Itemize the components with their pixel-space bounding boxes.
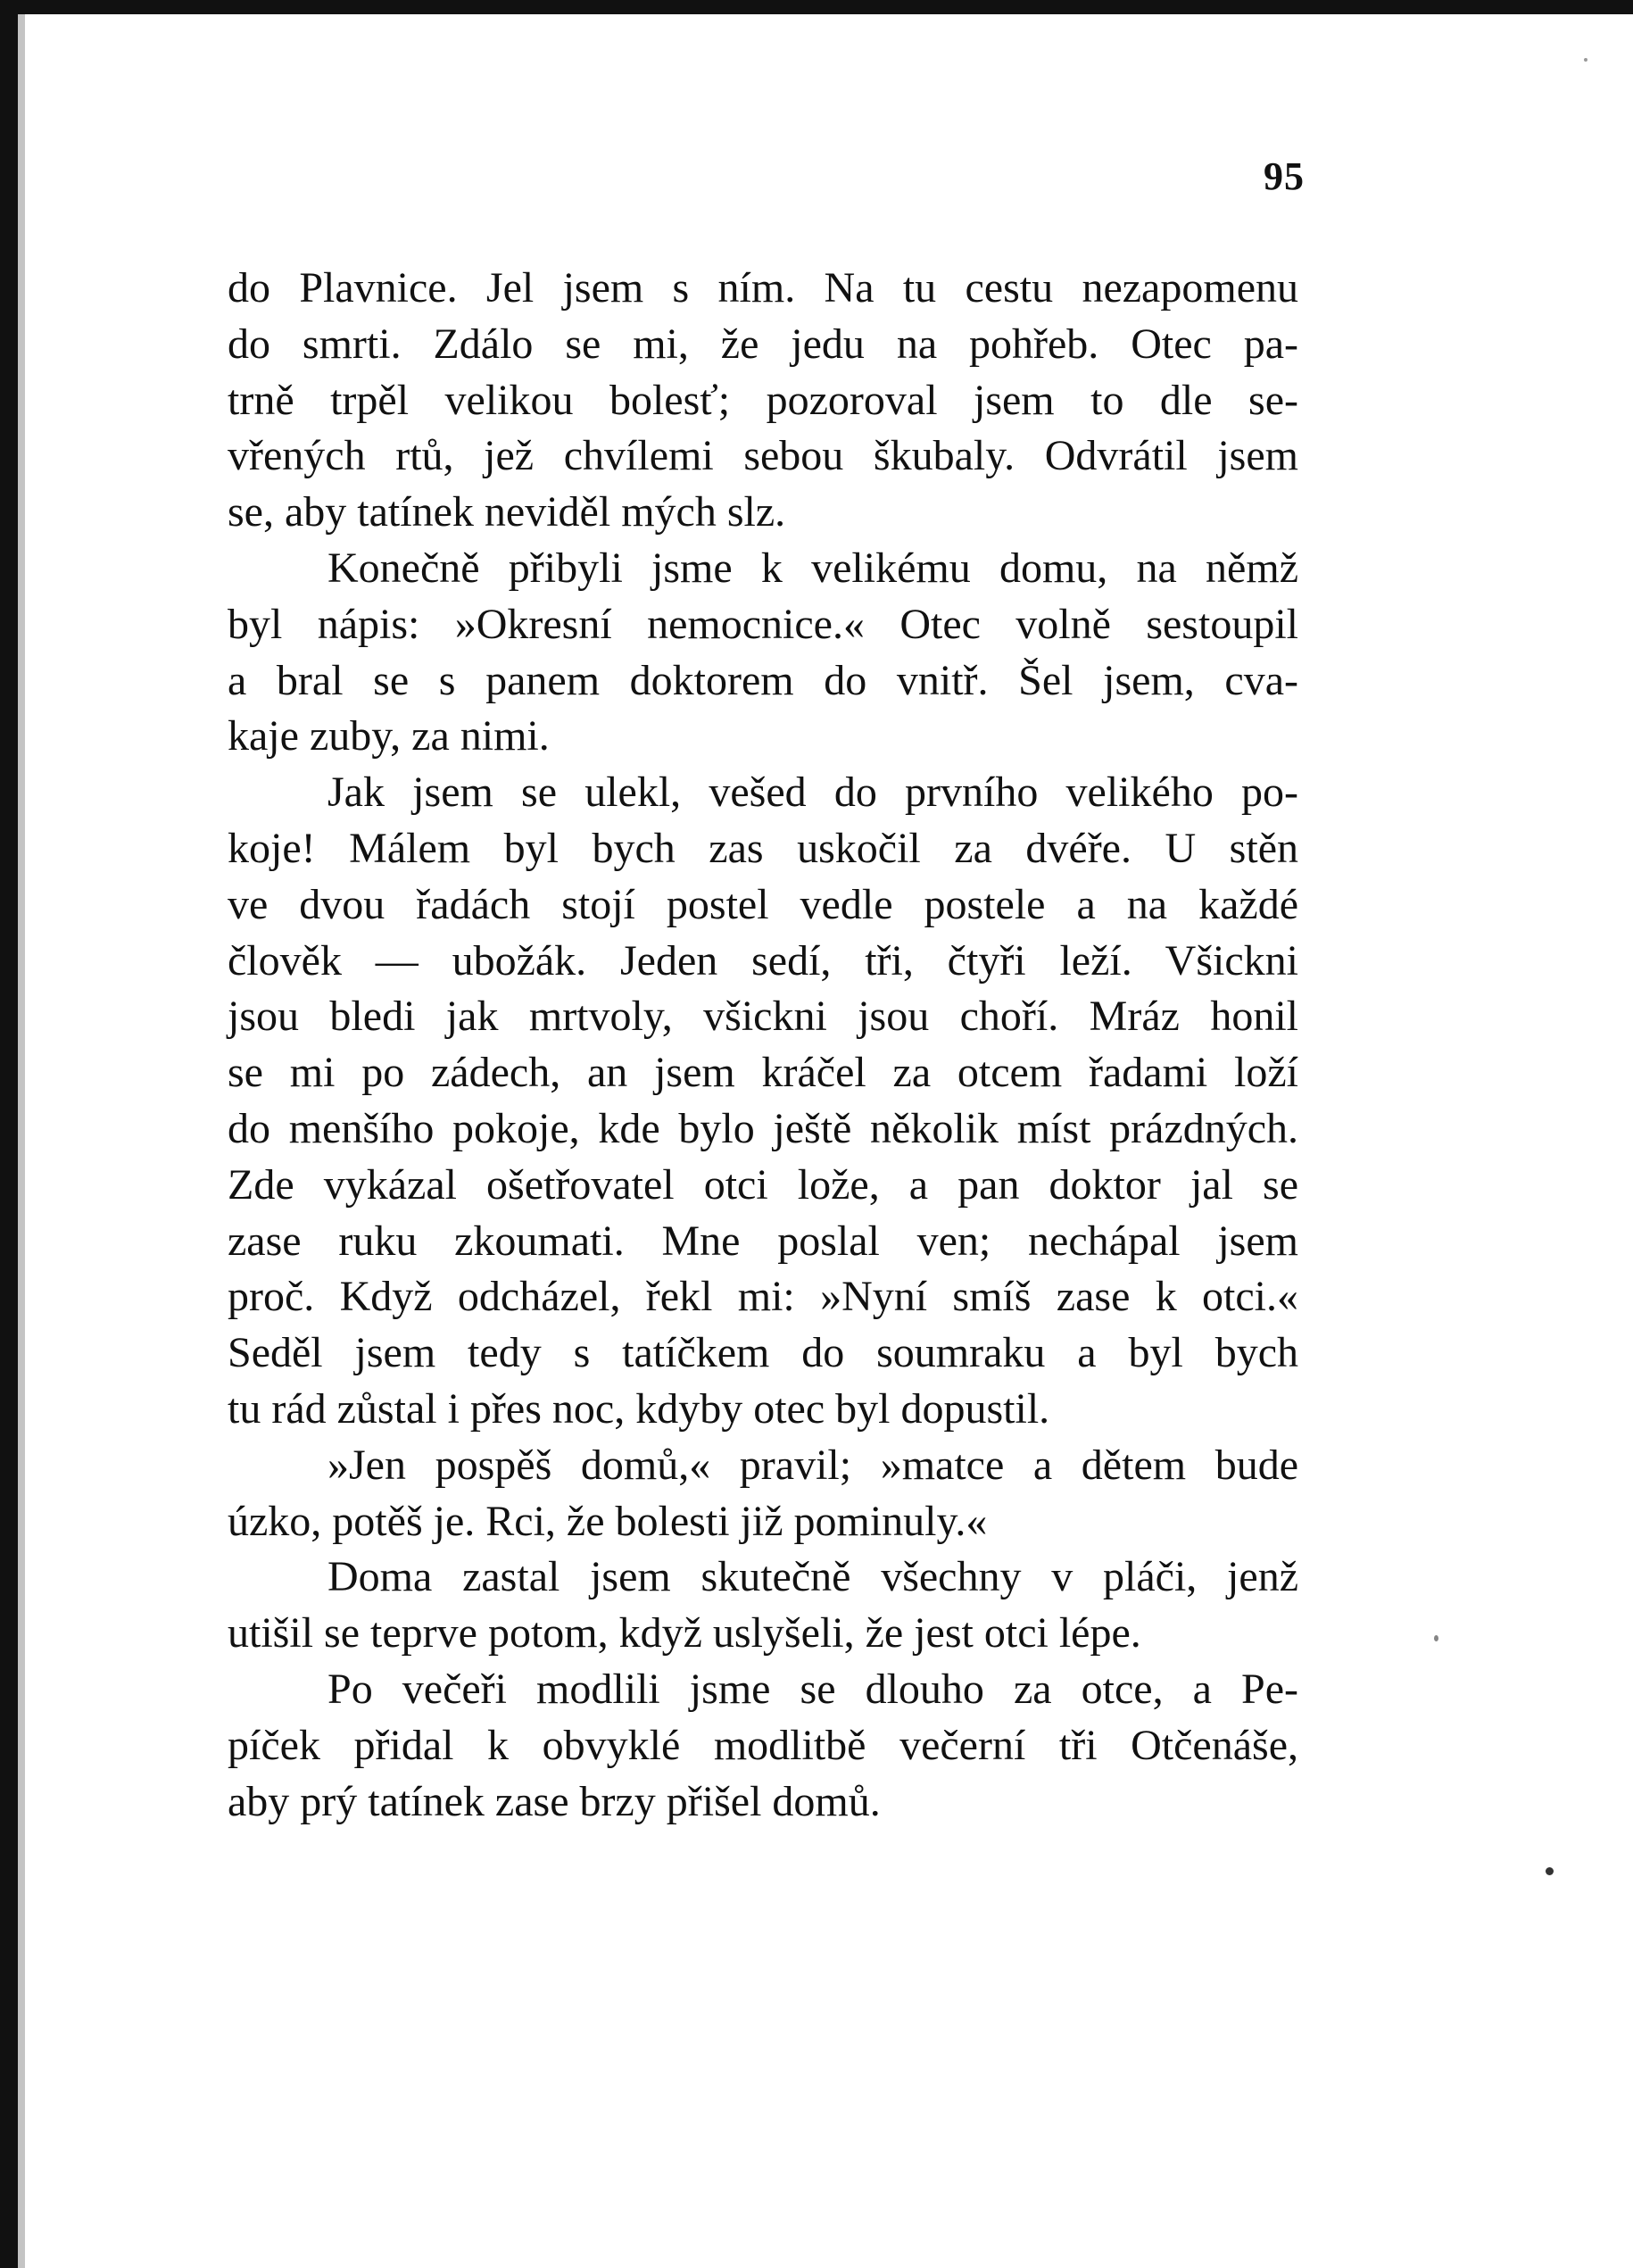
- text-line: se mi po zádech, an jsem kráčel za otcem řadami loží: [228, 1049, 1298, 1097]
- scan-border-shadow: [18, 14, 25, 2268]
- page-number: 95: [1264, 154, 1305, 198]
- text-line: Zde vykázal ošetřovatel otci lože, a pan doktor jal se: [228, 1160, 1298, 1209]
- scan-border-left: [0, 0, 18, 2268]
- text-line: Doma zastal jsem skutečně všechny v pláči, jenž: [327, 1553, 1298, 1601]
- text-line: ve dvou řadách stojí postel vedle postele a na každé: [228, 880, 1298, 928]
- text-line: do smrti. Zdálo se mi, že jedu na pohřeb. Otec pa-: [228, 320, 1298, 368]
- scan-speck: [1434, 1635, 1438, 1641]
- body-text: [228, 261, 1298, 1830]
- text-line: vřených rtů, jež chvílemi sebou škubaly. Odvrátil jsem: [228, 432, 1298, 480]
- text-line: proč. Když odcházel, řekl mi: »Nyní smíš zase k otci.«: [228, 1273, 1298, 1321]
- scan-border-top: [0, 0, 1633, 14]
- text-line: člověk — ubožák. Jeden sedí, tři, čtyři leží. Všickni: [228, 936, 1298, 984]
- text-line: Seděl jsem tedy s tatíčkem do soumraku a byl bych: [228, 1329, 1298, 1377]
- text-line: tu rád zůstal i přes noc, kdyby otec byl dopustil.: [228, 1384, 1050, 1433]
- text-line: úzko, potěš je. Rci, že bolesti již pominuly.«: [228, 1497, 988, 1545]
- text-line: do Plavnice. Jel jsem s ním. Na tu cestu nezapomenu: [228, 264, 1298, 312]
- text-line: Konečně přibyli jsme k velikému domu, na němž: [327, 544, 1298, 592]
- text-line: kaje zuby, za nimi.: [228, 712, 550, 760]
- text-line: jsou bledi jak mrtvoly, všickni jsou choří. Mráz honil: [228, 993, 1298, 1041]
- scan-speck: [1546, 1867, 1554, 1875]
- text-line: do menšího pokoje, kde bylo ještě několik míst prázdných.: [228, 1104, 1298, 1152]
- text-line: píček přidal k obvyklé modlitbě večerní tři Otčenáše,: [228, 1721, 1298, 1769]
- scan-speck: [1584, 58, 1587, 62]
- text-line: se, aby tatínek neviděl mých slz.: [228, 488, 786, 536]
- text-line: Po večeři modlili jsme se dlouho za otce, a Pe-: [327, 1665, 1298, 1713]
- text-line: aby prý tatínek zase brzy přišel domů.: [228, 1777, 881, 1825]
- text-line: koje! Málem byl bych zas uskočil za dvéře. U stěn: [228, 824, 1298, 872]
- text-line: a bral se s panem doktorem do vnitř. Šel jsem, cva-: [228, 656, 1298, 704]
- text-line: trně trpěl velikou bolesť; pozoroval jsem to dle se-: [228, 376, 1298, 424]
- text-line: zase ruku zkoumati. Mne poslal ven; nechápal jsem: [228, 1217, 1298, 1265]
- text-line: »Jen pospěš domů,« pravil; »matce a dětem bude: [327, 1441, 1298, 1489]
- text-line: utišil se teprve potom, když uslyšeli, že jest otci lépe.: [228, 1609, 1141, 1657]
- text-line: Jak jsem se ulekl, vešed do prvního velikého po-: [327, 768, 1298, 817]
- text-line: byl nápis: »Okresní nemocnice.« Otec volně sestoupil: [228, 600, 1298, 648]
